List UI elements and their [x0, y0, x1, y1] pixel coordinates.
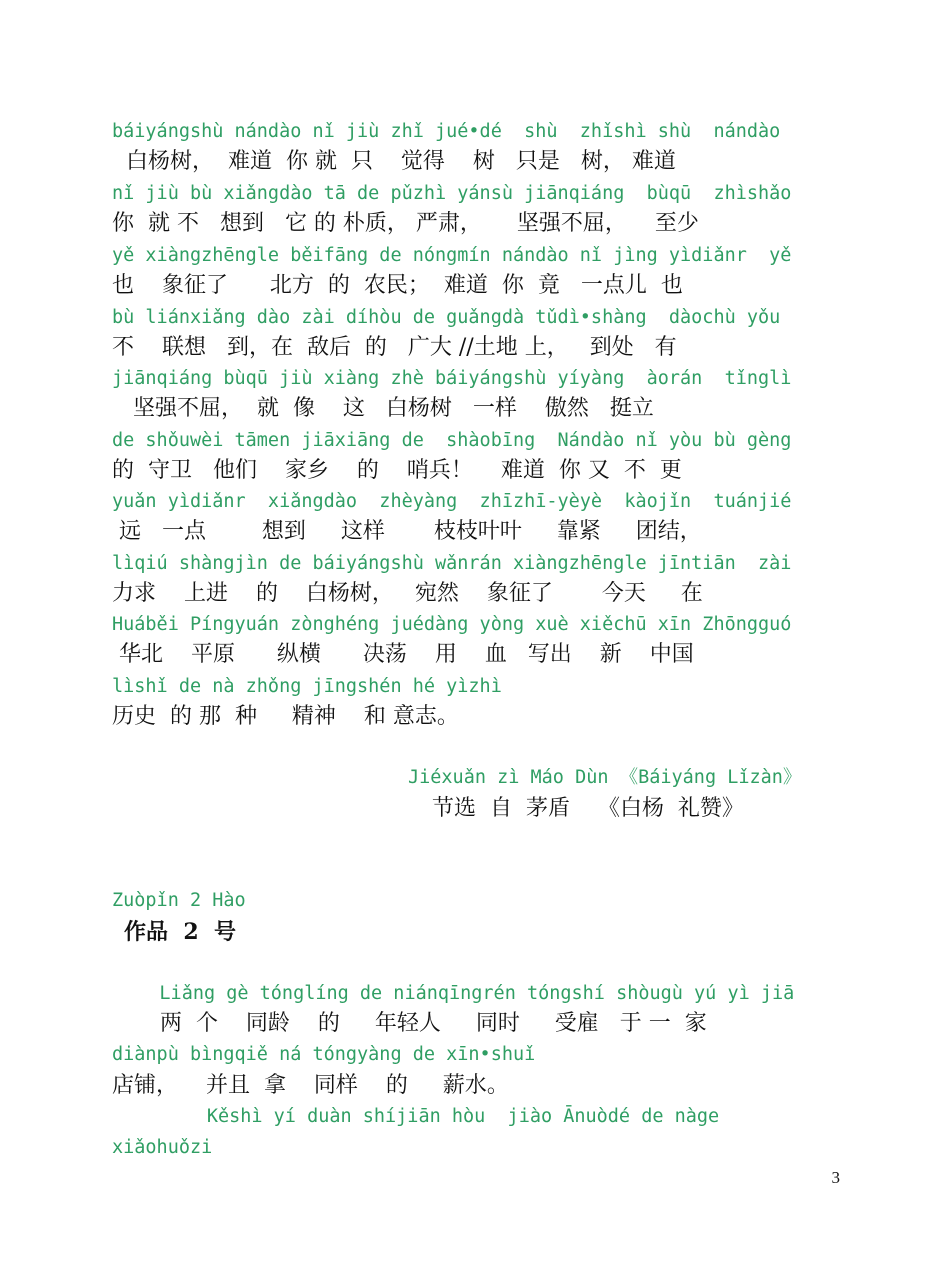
- pinyin-line: Liǎng gè tónglíng de niánqīngrén tóngshí shòugù yú yì jiā: [126, 983, 795, 1004]
- pinyin-line: lìqiú shàngjìn de báiyángshù wǎnrán xiàngzhēngle jīntiān zài: [112, 553, 792, 574]
- hanzi-line: 不 联想 到，在 敌后 的 广大 //土地 上， 到处 有: [112, 335, 677, 360]
- text-line: [0, 182, 950, 212]
- hanzi-line: 力求 上进 的 白杨树， 宛然 象征了 今天 在: [112, 581, 703, 606]
- text-line: [0, 518, 950, 548]
- section-heading: [0, 889, 950, 919]
- text-line: [0, 395, 950, 425]
- text-line: [0, 580, 950, 610]
- section-heading: [0, 918, 950, 948]
- hanzi-line: 也 象征了 北方 的 农民； 难道 你 竟 一点儿 也: [112, 273, 683, 298]
- source-attribution: [0, 766, 950, 796]
- pinyin-line: Kěshì yí duàn shíjiān hòu jiào Ānuòdé de nàge: [140, 1106, 720, 1127]
- text-line: [0, 272, 950, 302]
- pinyin-line: xiǎohuǒzi: [112, 1137, 213, 1158]
- hanzi-line: 历史 的 那 种 精神 和 意志。: [112, 704, 459, 729]
- text-line: [0, 457, 950, 487]
- pinyin-line: bù liánxiǎng dào zài díhòu de guǎngdà tǔdì•shàng dàochù yǒu: [112, 307, 781, 328]
- pinyin-line: de shǒuwèi tāmen jiāxiāng de shàobīng Nándào nǐ yòu bù gèng: [112, 430, 792, 451]
- text-line: [0, 490, 950, 520]
- text-line: [0, 210, 950, 240]
- hanzi-line: 两 个 同龄 的 年轻人 同时 受雇 于 一 家: [118, 1011, 707, 1036]
- text-line: [0, 244, 950, 274]
- pinyin-line: nǐ jiù bù xiǎngdào tā de pǔzhì yánsù jiānqiáng bùqū zhìshǎo: [112, 183, 792, 204]
- pinyin-line: lìshǐ de nà zhǒng jīngshén hé yìzhì: [112, 676, 502, 697]
- hanzi-line: 店铺， 并且 拿 同样 的 薪水。: [112, 1073, 509, 1098]
- text-line: [0, 1136, 950, 1166]
- hanzi-line: 坚强不屈， 就 像 这 白杨树 一样 傲然 挺立: [112, 396, 654, 421]
- source-pinyin: Jiéxuǎn zì Máo Dùn 《Báiyáng Lǐzàn》: [408, 767, 802, 788]
- text-line: [0, 641, 950, 671]
- text-line: [0, 429, 950, 459]
- pinyin-line: Huáběi Píngyuán zònghéng juédàng yòng xuè xiěchū xīn Zhōngguó: [112, 614, 792, 635]
- text-line: [0, 613, 950, 643]
- text-line: [0, 120, 950, 150]
- text-line: [0, 1105, 950, 1135]
- pinyin-line: yě xiàngzhēngle běifāng de nóngmín nándào nǐ jìng yìdiǎnr yě: [112, 245, 792, 266]
- text-line: [0, 367, 950, 397]
- text-line: [0, 1043, 950, 1073]
- text-line: [0, 552, 950, 582]
- text-line: [0, 306, 950, 336]
- heading-pinyin: Zuòpǐn 2 Hào: [112, 890, 246, 911]
- hanzi-line: 华北 平原 纵横 决荡 用 血 写出 新 中国: [112, 642, 694, 667]
- text-line: [0, 675, 950, 705]
- heading-hanzi: 作品 2 号: [124, 919, 236, 945]
- text-line: [0, 334, 950, 364]
- text-line: [0, 703, 950, 733]
- pinyin-line: jiānqiáng bùqū jiù xiàng zhè báiyángshù yíyàng àorán tǐnglì: [112, 368, 792, 389]
- text-line: [0, 1072, 950, 1102]
- page-number: 3: [831, 1168, 840, 1187]
- hanzi-line: 白杨树， 难道 你 就 只 觉得 树 只是 树， 难道: [112, 149, 676, 174]
- source-attribution: [0, 795, 950, 825]
- pinyin-line: yuǎn yìdiǎnr xiǎngdào zhèyàng zhīzhī-yèyè kàojǐn tuánjié: [112, 491, 792, 512]
- text-line: [0, 982, 950, 1012]
- text-line: [0, 1010, 950, 1040]
- text-line: [0, 148, 950, 178]
- pinyin-line: diànpù bìngqiě ná tóngyàng de xīn•shuǐ: [112, 1044, 536, 1065]
- source-hanzi: 节选 自 茅盾 《白杨 礼赞》: [432, 796, 744, 821]
- pinyin-line: báiyángshù nándào nǐ jiù zhǐ jué•dé shù zhǐshì shù nándào: [112, 121, 781, 142]
- hanzi-line: 远 一点 想到 这样 枝枝叶叶 靠紧 团结，: [112, 519, 702, 544]
- hanzi-line: 你 就 不 想到 它 的 朴质， 严肃， 坚强不屈， 至少: [112, 211, 699, 236]
- hanzi-line: 的 守卫 他们 家乡 的 哨兵！ 难道 你 又 不 更: [112, 458, 682, 483]
